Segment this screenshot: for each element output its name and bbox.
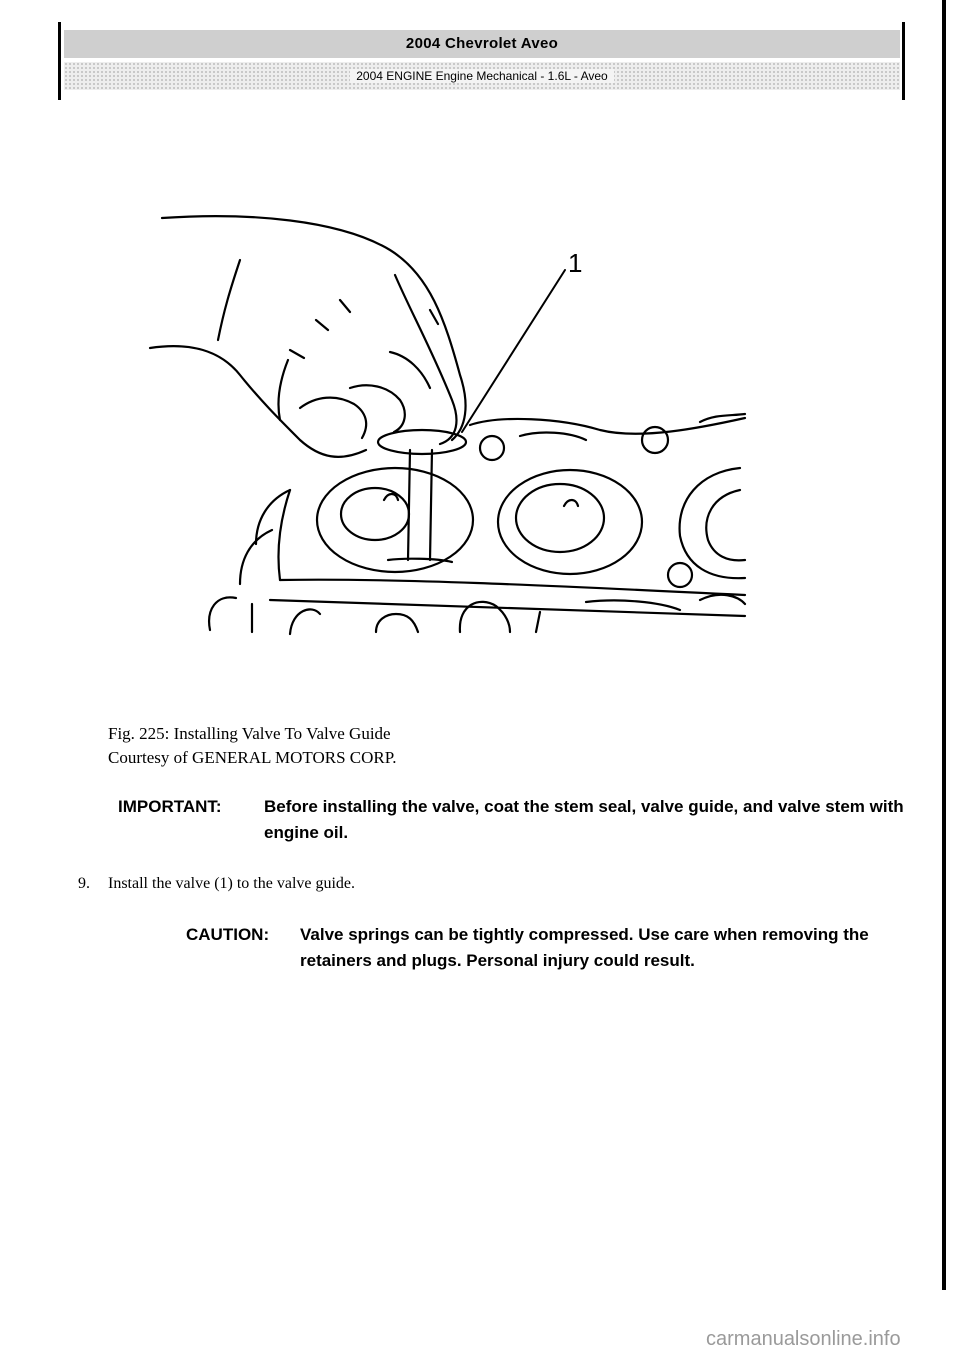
- header-title: 2004 Chevrolet Aveo: [64, 30, 900, 58]
- valve-stem-right: [430, 450, 432, 560]
- caption-line-2: Courtesy of GENERAL MOTORS CORP.: [108, 748, 397, 767]
- chamber-3-inner: [706, 490, 745, 560]
- important-label: IMPORTANT:: [118, 797, 222, 816]
- arm-crease: [218, 260, 240, 340]
- header-rule-left: [58, 22, 61, 100]
- valve-install-illustration: [140, 200, 760, 640]
- procedure-step: [78, 872, 355, 896]
- chamber-mark-1: [384, 494, 578, 506]
- step-number: 9.: [78, 875, 90, 892]
- chamber-2-inner: [516, 484, 604, 552]
- head-bolt-detail: [520, 414, 745, 440]
- valve-stem-left: [408, 450, 410, 560]
- bolt-hole-1: [480, 436, 504, 460]
- important-text: Before installing the valve, coat the stem seal, valve guide, and valve stem with engine oil.: [264, 797, 904, 842]
- valve-retainer: [378, 430, 466, 454]
- caption-line-1: Fig. 225: Installing Valve To Valve Guide: [108, 724, 391, 743]
- chamber-3: [680, 468, 745, 578]
- finger-3: [390, 352, 430, 388]
- head-front-edge: [280, 580, 745, 595]
- caution-text: Valve springs can be tightly compressed. Use care when removing the retainers and plugs. Personal injury could result.: [300, 925, 869, 970]
- lower-left-legs: [209, 597, 320, 634]
- important-note: [118, 794, 908, 854]
- bolt-hole-3: [668, 563, 692, 587]
- chamber-1: [317, 468, 473, 572]
- header-rule-right: [902, 22, 905, 100]
- page-edge-rule: [942, 0, 946, 1290]
- watermark: carmanualsonline.info: [706, 1328, 901, 1350]
- arm-crease-2: [278, 360, 288, 420]
- step-text: Install the valve (1) to the valve guide.: [108, 875, 356, 892]
- bolt-hole-2: [642, 427, 668, 453]
- callout-label: 1: [568, 248, 583, 278]
- caution-note: [186, 922, 906, 1002]
- callout-leader: [462, 270, 565, 432]
- finger-1: [300, 398, 366, 438]
- figure-caption: [108, 722, 397, 770]
- hand-outline: [150, 346, 366, 457]
- header-subtitle-text: 2004 ENGINE Engine Mechanical - 1.6L - Aveo: [350, 69, 613, 83]
- knuckle-marks: [290, 300, 438, 358]
- header-subtitle: [64, 62, 900, 90]
- chamber-1-inner: [341, 488, 409, 540]
- palm-lower: [240, 490, 290, 584]
- head-left-edge: [278, 490, 290, 580]
- caution-label: CAUTION:: [186, 925, 270, 944]
